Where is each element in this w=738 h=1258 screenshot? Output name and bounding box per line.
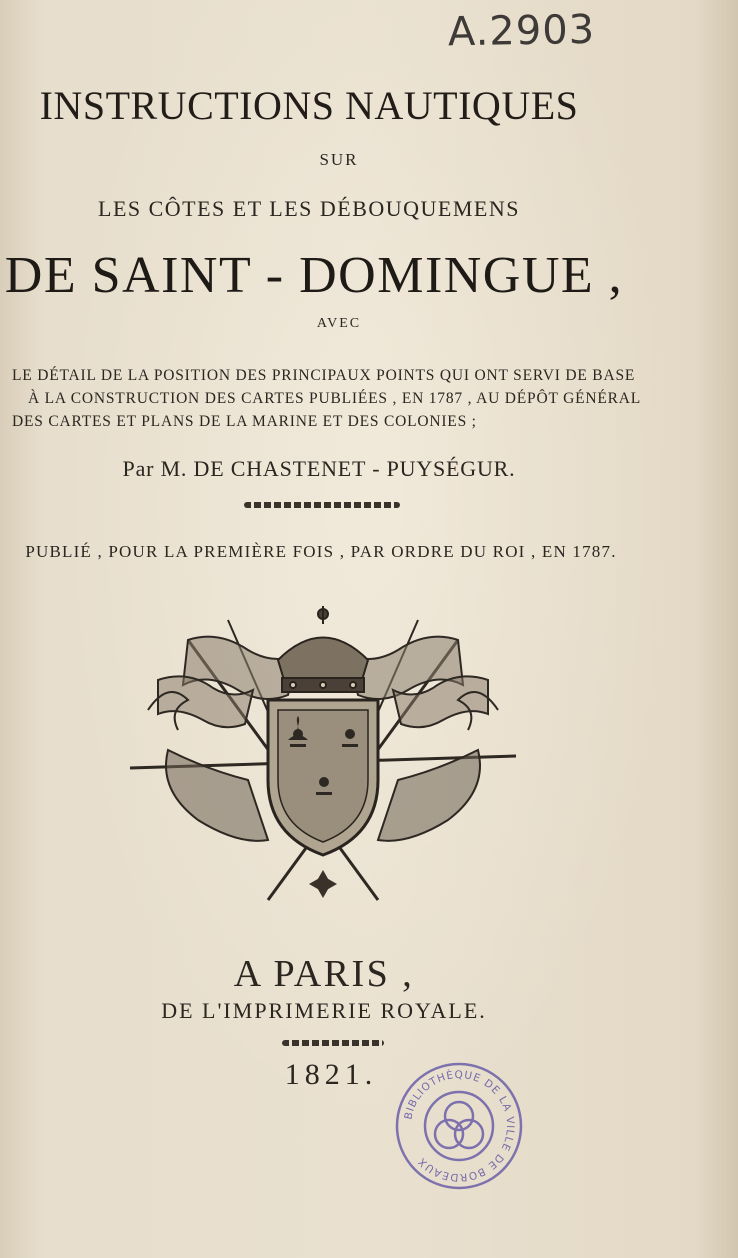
imprint-printer: DE L'IMPRIMERIE ROYALE.: [161, 998, 487, 1023]
detail-line: DES CARTES ET PLANS DE LA MARINE ET DES COLONIES ;: [12, 413, 477, 430]
decorative-rule: [244, 502, 400, 508]
library-stamp-icon: [393, 1060, 525, 1192]
decorative-rule: [282, 1040, 384, 1046]
book-subtitle: LES CÔTES ET LES DÉBOUQUEMENS: [98, 196, 520, 221]
main-title: DE SAINT - DOMINGUE ,: [4, 247, 624, 304]
shelfmark-handwritten: A.2903: [447, 6, 596, 56]
royal-navy-coat-of-arms-icon: [128, 600, 518, 920]
book-title: INSTRUCTIONS NAUTIQUES: [39, 83, 579, 128]
imprint-year: 1821.: [284, 1058, 378, 1091]
author-line: Par M. DE CHASTENET - PUYSÉGUR.: [122, 456, 516, 481]
title-avec: AVEC: [316, 316, 362, 331]
imprint-place: A PARIS ,: [233, 953, 415, 995]
svg-text:BIBLIOTHÈQUE DE LA VILLE DE BO: BIBLIOTHÈQUE DE LA VILLE DE BORDEAUX: [402, 1068, 517, 1184]
publication-note: PUBLIÉ , POUR LA PREMIÈRE FOIS , PAR ORDRE DU ROI , EN 1787.: [25, 542, 617, 561]
title-sur: SUR: [319, 150, 359, 169]
detail-paragraph: [12, 364, 642, 433]
detail-line: À LA CONSTRUCTION DES CARTES PUBLIÉES , EN 1787 , AU DÉPÔT GÉNÉRAL: [28, 390, 642, 407]
detail-line: LE DÉTAIL DE LA POSITION DES PRINCIPAUX POINTS QUI ONT SERVI DE BASE: [12, 367, 636, 384]
